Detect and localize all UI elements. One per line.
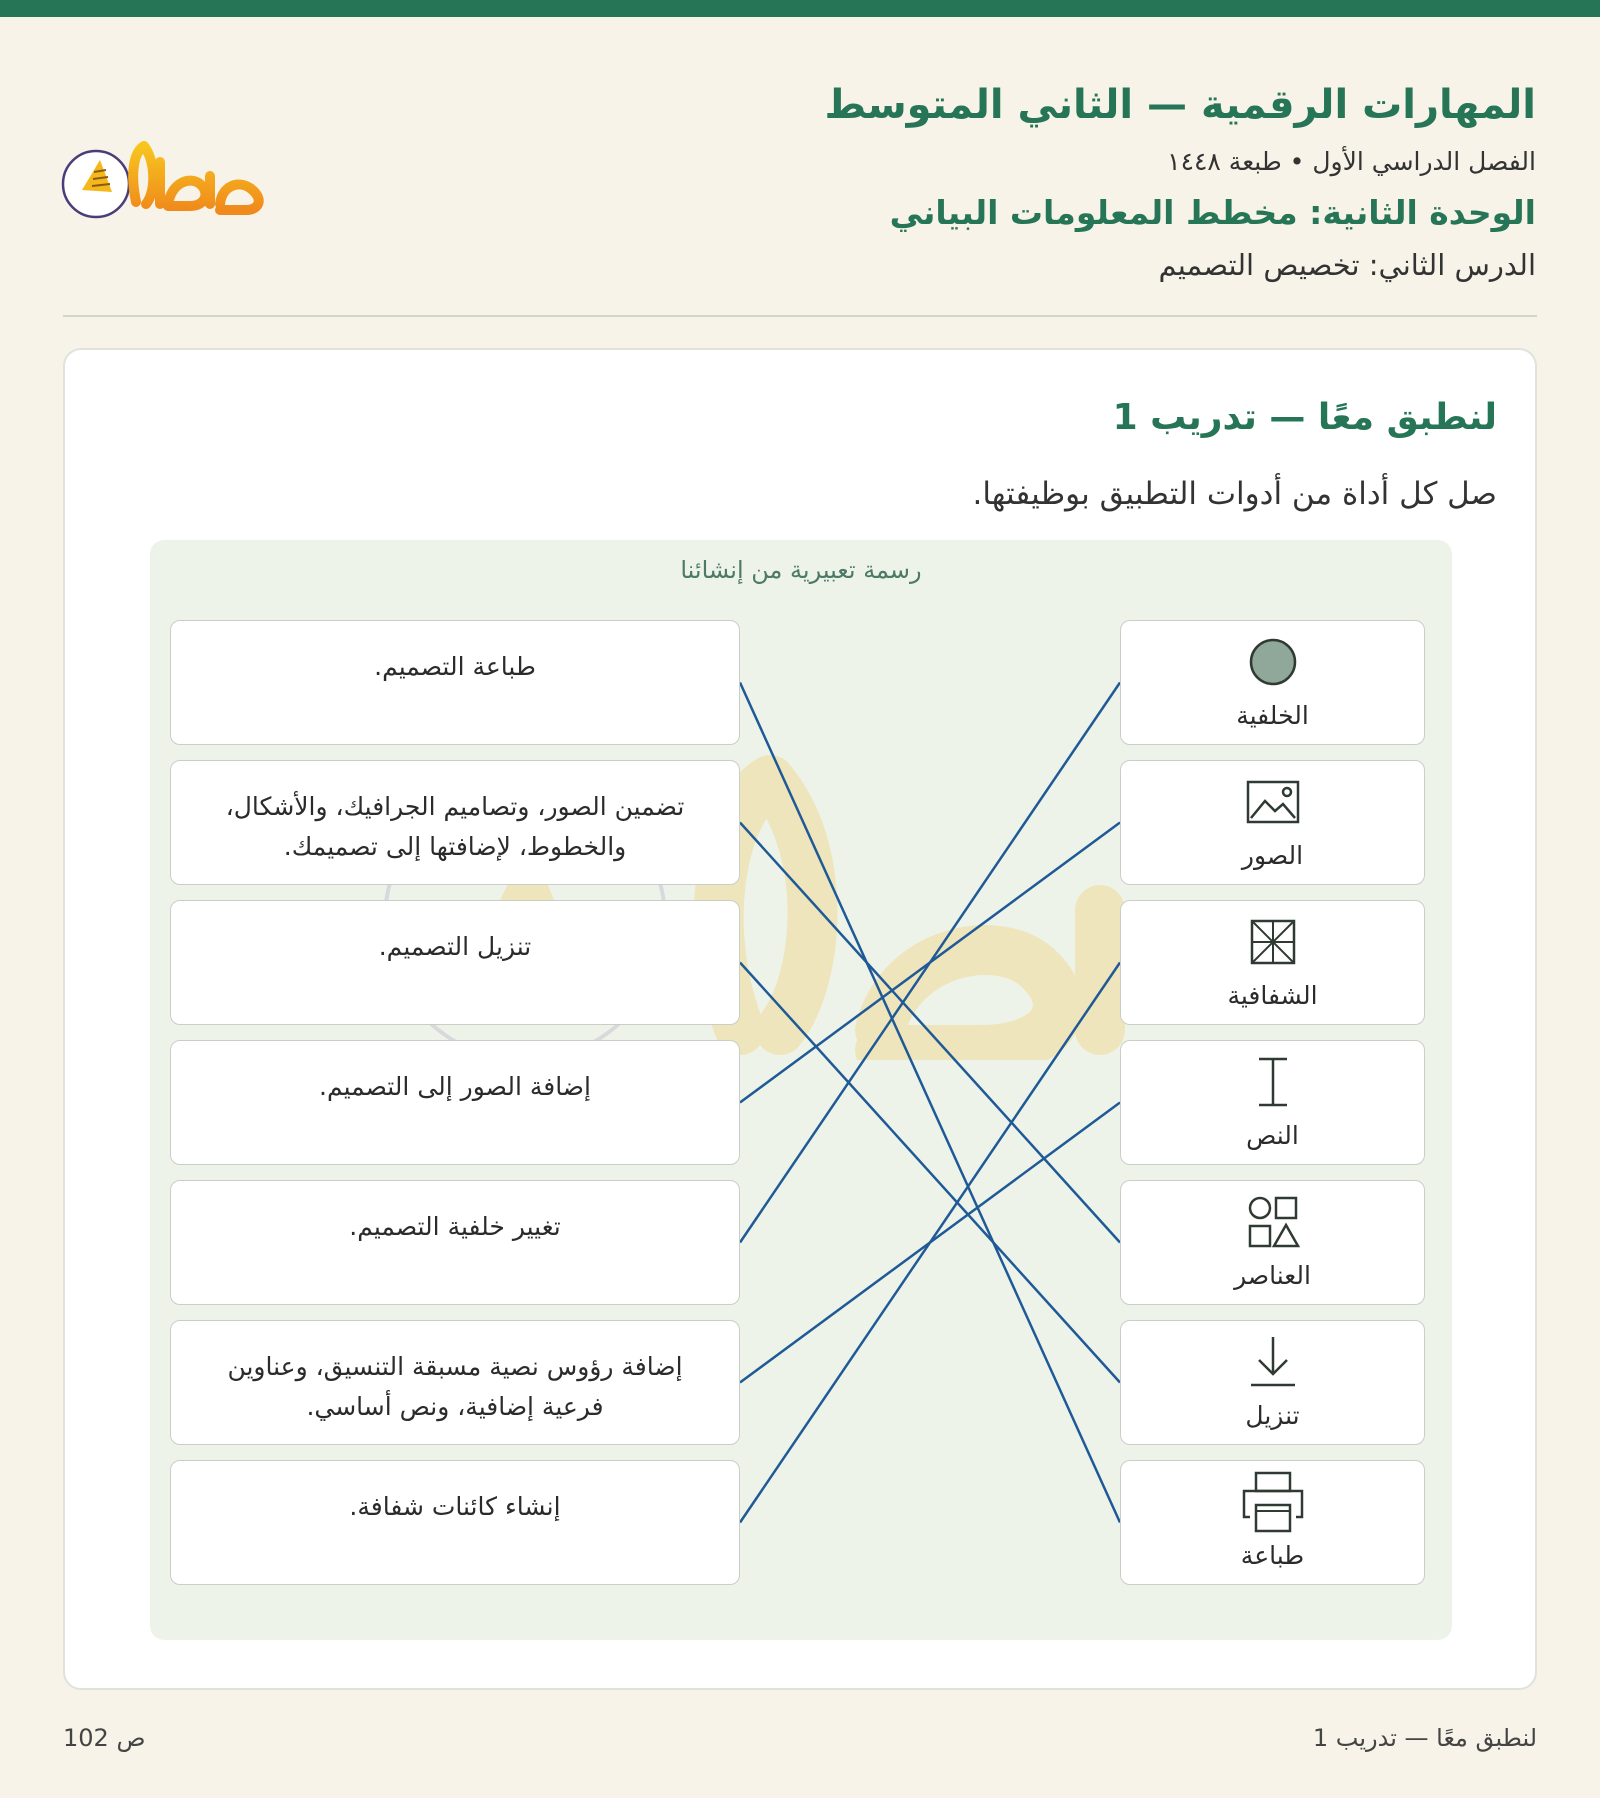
description-box-transparency[interactable] [170, 1460, 740, 1585]
shapes-icon [1243, 1193, 1303, 1251]
page-number: ص 102 [63, 1724, 146, 1752]
page-header [636, 80, 1536, 284]
tool-label: الصور [1241, 841, 1304, 870]
description-box-elements[interactable] [170, 760, 740, 885]
matching-panel [150, 540, 1452, 1640]
description-box-print[interactable] [170, 620, 740, 745]
description-text: إضافة رؤوس نصية مسبقة التنسيق، وعناوين فرعية إضافية، ونص أساسي. [227, 1352, 683, 1421]
unit-title: الوحدة الثانية: مخطط المعلومات البياني [889, 193, 1536, 232]
description-text: إنشاء كائنات شفافة. [349, 1492, 561, 1521]
footer-exercise-label: لنطبق معًا — تدريب 1 [1312, 1724, 1537, 1752]
tool-box-text[interactable] [1120, 1040, 1425, 1165]
match-line-print [740, 683, 1120, 1523]
tool-label: طباعة [1240, 1541, 1305, 1570]
hulul-logo-icon [60, 132, 280, 222]
tool-box-elements[interactable] [1120, 1180, 1425, 1305]
header-divider [63, 315, 1537, 317]
description-text: تغيير خلفية التصميم. [349, 1212, 561, 1241]
printer-icon [1240, 1471, 1306, 1533]
tool-label: الشفافية [1227, 981, 1318, 1010]
figure-caption: رسمة تعبيرية من إنشائنا [680, 556, 922, 584]
tool-box-transparency[interactable] [1120, 900, 1425, 1025]
tool-label: الخلفية [1236, 701, 1309, 730]
lesson-title: الدرس الثاني: تخصيص التصميم [1158, 248, 1536, 282]
exercise-instruction: صل كل أداة من أدوات التطبيق بوظيفتها. [972, 476, 1497, 512]
hulul-logo [60, 132, 280, 222]
match-line-background [740, 683, 1120, 1243]
tool-label: النص [1246, 1121, 1299, 1150]
edition-meta: الفصل الدراسي الأول • طبعة ١٤٤٨ [1167, 147, 1536, 176]
match-line-download [740, 963, 1120, 1383]
transparency-icon [1243, 913, 1303, 971]
description-box-text[interactable] [170, 1320, 740, 1445]
description-box-download[interactable] [170, 900, 740, 1025]
image-icon [1243, 773, 1303, 831]
description-text: طباعة التصميم. [374, 652, 536, 681]
tool-box-download[interactable] [1120, 1320, 1425, 1445]
book-title: المهارات الرقمية — الثاني المتوسط [824, 82, 1536, 128]
download-icon [1243, 1333, 1303, 1391]
exercise-card [63, 348, 1537, 1690]
tool-box-background[interactable] [1120, 620, 1425, 745]
tool-label: تنزيل [1245, 1401, 1300, 1430]
description-box-background[interactable] [170, 1180, 740, 1305]
description-text: تنزيل التصميم. [378, 932, 532, 961]
match-line-elements [740, 823, 1120, 1243]
tool-box-images[interactable] [1120, 760, 1425, 885]
tool-box-print[interactable] [1120, 1460, 1425, 1585]
top-accent-bar [0, 0, 1600, 17]
circle-icon [1243, 633, 1303, 691]
exercise-title: لنطبق معًا — تدريب 1 [1112, 397, 1497, 438]
description-text: تضمين الصور، وتصاميم الجرافيك، والأشكال، والخطوط، لإضافتها إلى تصميمك. [225, 792, 685, 861]
match-line-transparency [740, 963, 1120, 1523]
description-text: إضافة الصور إلى التصميم. [319, 1072, 591, 1101]
text-icon [1243, 1053, 1303, 1111]
description-box-images[interactable] [170, 1040, 740, 1165]
tool-label: العناصر [1234, 1261, 1311, 1290]
